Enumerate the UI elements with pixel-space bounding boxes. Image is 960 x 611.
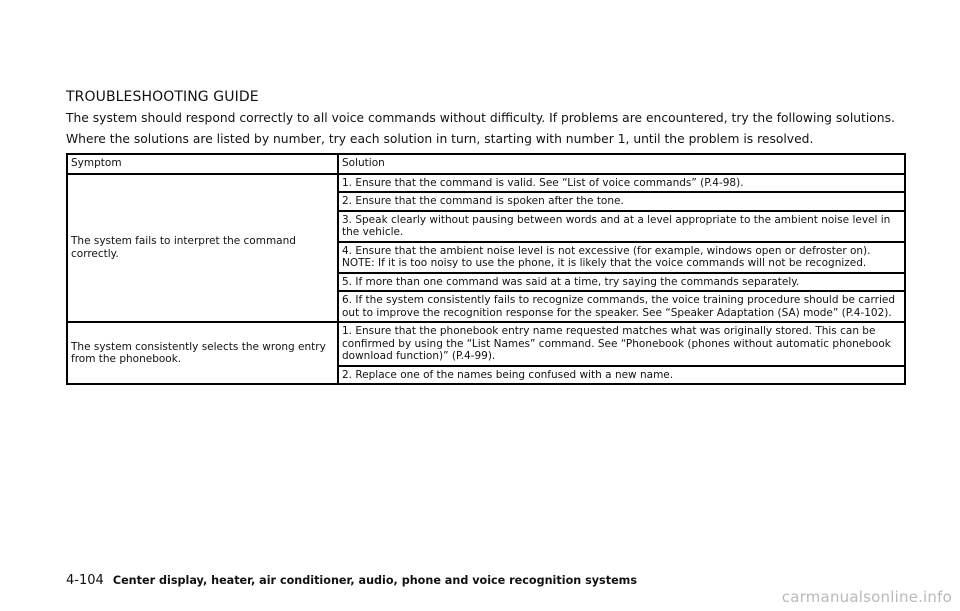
table-row xyxy=(67,322,905,366)
section-title: TROUBLESHOOTING GUIDE xyxy=(66,89,259,105)
page-footer xyxy=(66,569,637,588)
solution-cell: 5. If more than one command was said at a time, try saying the commands separately. xyxy=(338,273,905,292)
solution-cell: 4. Ensure that the ambient noise level is not excessive (for example, windows open or defroster on). NOTE: If it is too noisy to use the phone, it is likely that the voice commands will not be recognized. xyxy=(338,242,905,273)
solution-cell: 1. Ensure that the command is valid. See “List of voice commands” (P.4-98). xyxy=(338,174,905,193)
solution-cell: 2. Ensure that the command is spoken after the tone. xyxy=(338,192,905,211)
chapter-title: Center display, heater, air conditioner, audio, phone and voice recognition systems xyxy=(112,574,637,587)
intro-paragraph: The system should respond correctly to all voice commands without difficulty. If problems are encountered, try the following solutions. xyxy=(66,111,895,125)
header-solution: Solution xyxy=(342,157,385,169)
instruction-paragraph: Where the solutions are listed by number, try each solution in turn, starting with number 1, until the problem is resolved. xyxy=(66,132,814,146)
symptom-cell: The system fails to interpret the command correctly. xyxy=(67,174,338,323)
solution-cell: 1. Ensure that the phonebook entry name requested matches what was originally stored. This can be confirmed by using the “List Names” command. See “Phonebook (phones without automatic phonebook download function)” (P.4-99). xyxy=(338,322,905,366)
page-number: 4-104 xyxy=(66,573,104,588)
troubleshooting-table xyxy=(66,153,906,385)
solution-cell: 2. Replace one of the names being confused with a new name. xyxy=(338,366,905,385)
symptom-cell: The system consistently selects the wrong entry from the phonebook. xyxy=(67,322,338,384)
watermark: carmanualsonline.info xyxy=(781,588,952,606)
page-content xyxy=(66,88,909,385)
solution-cell: 6. If the system consistently fails to recognize commands, the voice training procedure should be carried out to improve the recognition response for the speaker. See “Speaker Adaptation (SA) mode” (P.4-102). xyxy=(338,291,905,322)
table-row xyxy=(67,174,905,193)
solution-cell: 3. Speak clearly without pausing between words and at a level appropriate to the ambient noise level in the vehicle. xyxy=(338,211,905,242)
table-header-row xyxy=(67,154,905,174)
header-symptom: Symptom xyxy=(67,154,338,174)
